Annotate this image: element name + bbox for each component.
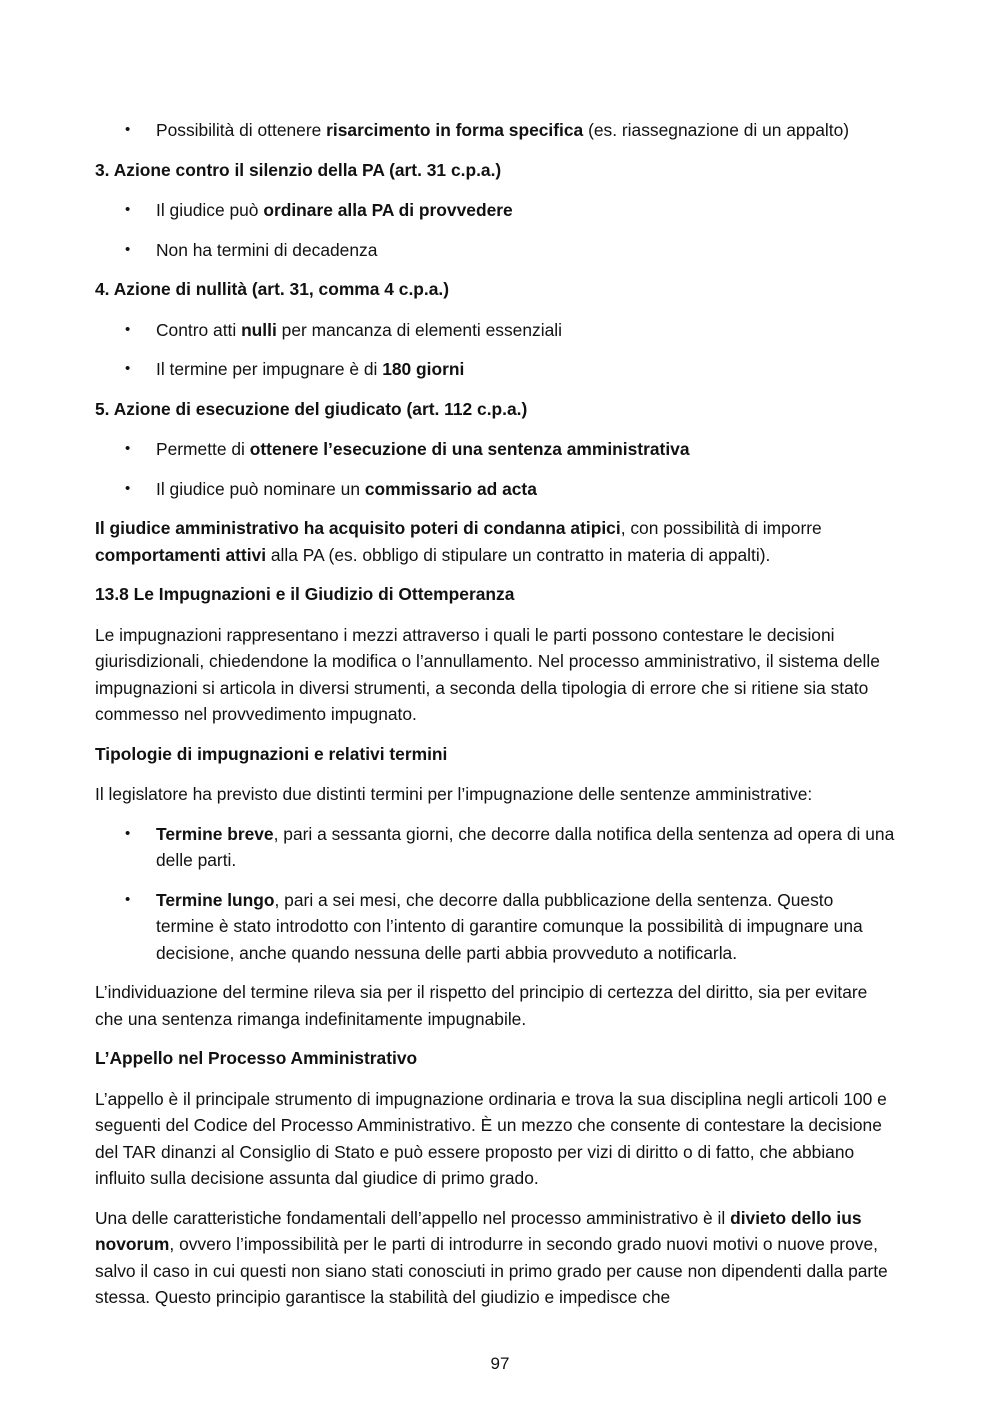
list-item-text: Il termine per impugnare è di [156, 359, 383, 379]
list-item [95, 237, 895, 264]
appello-paragraph-2 [95, 1205, 895, 1311]
list-item [95, 436, 895, 463]
list-item-bold: Termine lungo [156, 889, 275, 910]
list-item [95, 317, 895, 344]
bullet-list-section-5 [95, 436, 895, 502]
list-item-bold: ottenere l’esecuzione di una sentenza amministrativa [249, 439, 690, 459]
list-item-text: Il giudice può nominare un [156, 478, 365, 499]
section-heading-4: 4. Azione di nullità (art. 31, comma 4 c.p.a.) [95, 279, 450, 299]
list-item [95, 117, 895, 144]
list-item-bold: ordinare alla PA di provvedere [263, 200, 513, 220]
summary-bold: Il giudice amministrativo ha acquisito poteri di condanna atipici [95, 518, 621, 538]
paragraph-text: , ovvero l’impossibilità per le parti di introdurre in secondo grado nuovi motivi o nuove prove, salvo il caso in cui questi non siano stati conosciuti in primo grado per cause non dipendenti dalla parte stessa. Questo principio garantisce la stabilità del giudizio e impedisce che [95, 1234, 888, 1307]
list-item-bold: Termine breve [156, 823, 274, 844]
summary-text: , con possibilità di imporre [620, 518, 822, 538]
section-heading-3: 3. Azione contro il silenzio della PA (art. 31 c.p.a.) [95, 159, 502, 180]
tipologie-conclusion-paragraph: L’individuazione del termine rileva sia per il rispetto del principio di certezza del diritto, sia per evitare che una sentenza rimanga indefinitamente impugnabile. [95, 982, 868, 1029]
page-number: 97 [490, 1354, 510, 1373]
paragraph-text: Una delle caratteristiche fondamentali dell’appello nel processo amministrativo è il [95, 1207, 731, 1228]
summary-paragraph [95, 515, 895, 568]
tipologie-heading: Tipologie di impugnazioni e relativi termini [95, 743, 448, 764]
list-item-text: , pari a sessanta giorni, che decorre dalla notifica della sentenza ad opera di una delle parti. [156, 823, 895, 870]
list-item-text: Il giudice può [156, 200, 264, 220]
list-item-bold: risarcimento in forma specifica [326, 120, 584, 140]
section-heading-13-8: 13.8 Le Impugnazioni e il Giudizio di Ottemperanza [95, 584, 515, 604]
section-heading-5: 5. Azione di esecuzione del giudicato (art. 112 c.p.a.) [95, 398, 528, 419]
list-item-text: Possibilità di ottenere [156, 120, 327, 140]
summary-bold: comportamenti attivi [95, 544, 267, 565]
list-item-text: Non ha termini di decadenza [156, 239, 378, 260]
bullet-list-top [95, 117, 895, 144]
list-item [95, 887, 895, 967]
paragraph-bold: divieto dello ius novorum [95, 1207, 862, 1254]
list-item [95, 821, 895, 874]
bullet-list-termini [95, 821, 895, 967]
list-item [95, 197, 895, 224]
list-item-bold: nulli [241, 319, 277, 340]
appello-heading: L’Appello nel Processo Amministrativo [95, 1048, 418, 1068]
tipologie-intro-paragraph: Il legislatore ha previsto due distinti termini per l’impugnazione delle sentenze amministrative: [95, 784, 813, 804]
list-item-text: , pari a sei mesi, che decorre dalla pubblicazione della sentenza. Questo termine è stato introdotto con l’intento di garantire comunque la possibilità di impugnare una decisione, anche quando nessuna delle parti abbia provveduto a notificarla. [156, 889, 863, 963]
document-page [95, 117, 895, 1324]
list-item-text: per mancanza di elementi essenziali [276, 319, 562, 340]
impugnazioni-intro-paragraph: Le impugnazioni rappresentano i mezzi attraverso i quali le parti possono contestare le decisioni giurisdizionali, chiedendone la modifica o l’annullamento. Nel processo amministrativo, il sistema delle impugnazioni si articola in diversi strumenti, a seconda della tipologia di errore che si ritiene sia stato commesso nel provvedimento impugnato. [95, 624, 880, 724]
appello-paragraph-1: L’appello è il principale strumento di impugnazione ordinaria e trova la sua disciplina negli articoli 100 e seguenti del Codice del Processo Amministrativo. È un mezzo che consente di contestare la decisione del TAR dinanzi al Consiglio di Stato e può essere proposto per vizi di diritto o di fatto, che abbiano influito sulla decisione assunta dal giudice di primo grado. [95, 1088, 887, 1188]
list-item-bold: 180 giorni [382, 359, 465, 379]
bullet-list-section-4 [95, 317, 895, 383]
bullet-list-section-3 [95, 197, 895, 263]
list-item-bold: commissario ad acta [364, 478, 537, 499]
list-item [95, 356, 895, 383]
list-item-text: Contro atti [156, 319, 242, 340]
summary-text: alla PA (es. obbligo di stipulare un contratto in materia di appalti). [266, 544, 771, 565]
list-item [95, 476, 895, 503]
list-item-text: Permette di [156, 439, 250, 459]
list-item-text: (es. riassegnazione di un appalto) [583, 120, 850, 140]
